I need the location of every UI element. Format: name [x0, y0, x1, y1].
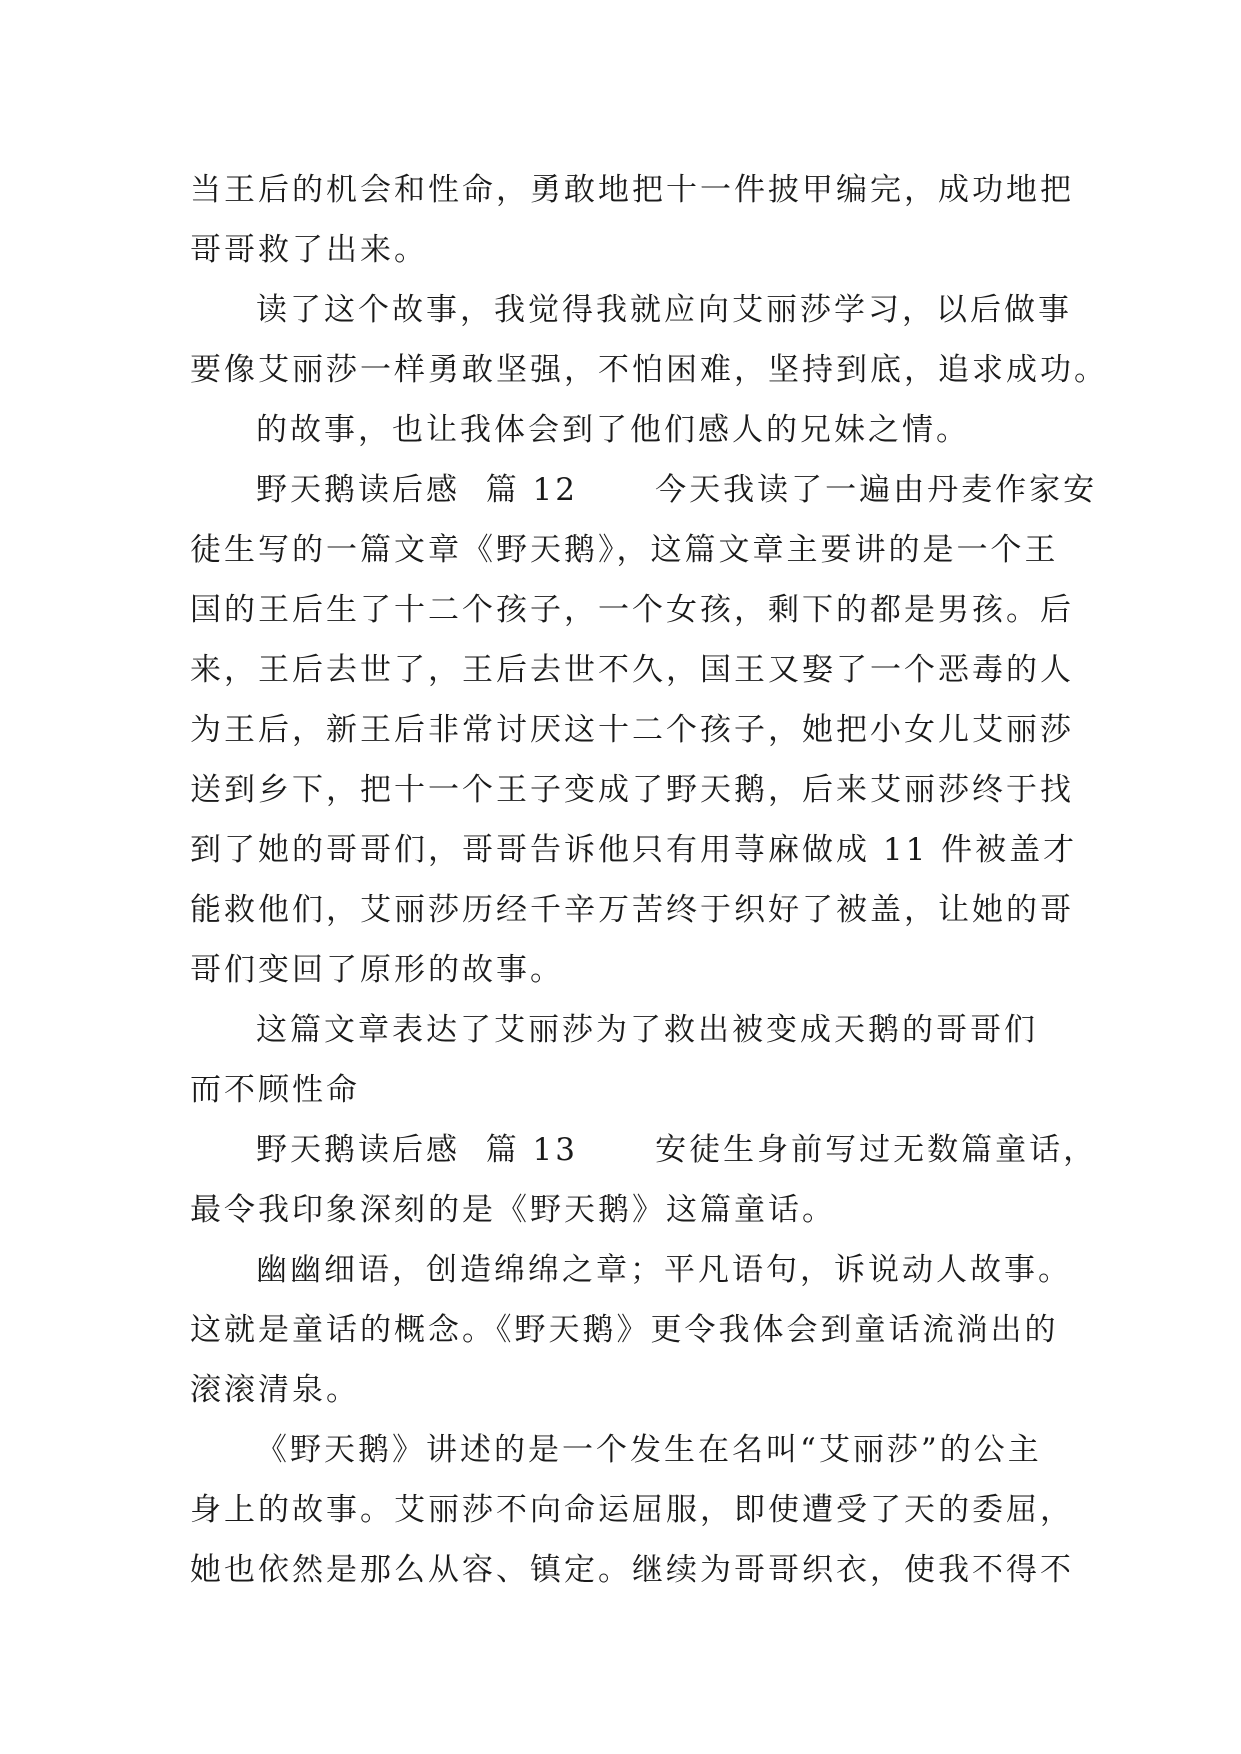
text-line: 《野天鹅》讲述的是一个发生在名叫“艾丽莎”的公主: [256, 1432, 1042, 1468]
text-line: 她也依然是那么从容、镇定。继续为哥哥织衣，使我不得不: [190, 1552, 1074, 1588]
text-line: 读了这个故事，我觉得我就应向艾丽莎学习，以后做事: [256, 292, 1072, 328]
text-line: 哥们变回了原形的故事。: [190, 952, 564, 988]
document-body: [190, 160, 1108, 1600]
text-line: 徒生写的一篇文章《野天鹅》，这篇文章主要讲的是一个王: [190, 532, 1059, 568]
text-line: 滚滚清泉。: [190, 1372, 360, 1408]
text-line: 国的王后生了十二个孩子，一个女孩，剩下的都是男孩。后: [190, 592, 1074, 628]
text-line: 这就是童话的概念。《野天鹅》更令我体会到童话流淌出的: [190, 1312, 1059, 1348]
text-line: 这篇文章表达了艾丽莎为了救出被变成天鹅的哥哥们: [256, 1012, 1038, 1048]
text-line: 要像艾丽莎一样勇敢坚强，不怕困难，坚持到底，追求成功。: [190, 352, 1108, 388]
text-line: 而不顾性命: [190, 1072, 360, 1108]
text-line: 到了她的哥哥们，哥哥告诉他只有用荨麻做成 11 件被盖才: [190, 832, 1078, 868]
text-line: 送到乡下，把十一个王子变成了野天鹅，后来艾丽莎终于找: [190, 772, 1074, 808]
text-line: 最令我印象深刻的是《野天鹅》这篇童话。: [190, 1192, 836, 1228]
text-line: 当王后的机会和性命，勇敢地把十一件披甲编完，成功地把: [190, 172, 1074, 208]
text-line: 幽幽细语，创造绵绵之章；平凡语句，诉说动人故事。: [256, 1252, 1072, 1288]
text-line: 来，王后去世了，王后去世不久，国王又娶了一个恶毒的人: [190, 652, 1074, 688]
text-line: 身上的故事。艾丽莎不向命运屈服，即使遭受了天的委屈，: [190, 1492, 1074, 1528]
section-heading-line: 野天鹅读后感 篇 13 安徒生身前写过无数篇童话，: [256, 1132, 1098, 1168]
text-line: 为王后，新王后非常讨厌这十二个孩子，她把小女儿艾丽莎: [190, 712, 1074, 748]
section-heading-line: 野天鹅读后感 篇 12 今天我读了一遍由丹麦作家安: [256, 472, 1098, 508]
text-line: 哥哥救了出来。: [190, 232, 428, 268]
text-line: 能救他们，艾丽莎历经千辛万苦终于织好了被盖，让她的哥: [190, 892, 1074, 928]
text-line: 的故事，也让我体会到了他们感人的兄妹之情。: [256, 412, 970, 448]
